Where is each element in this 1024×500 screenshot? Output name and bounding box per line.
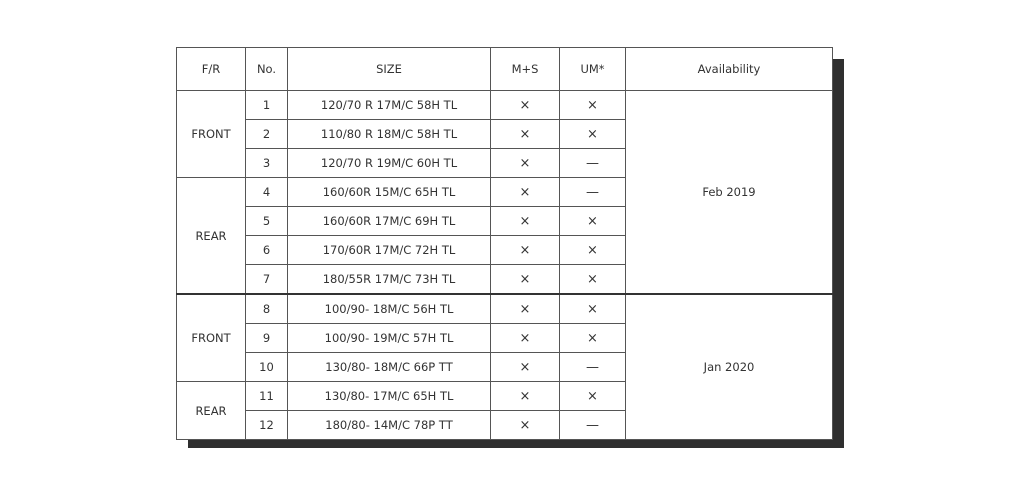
tire-size: 120/70 R 19M/C 60H TL (288, 149, 491, 178)
um-mark: — (560, 149, 626, 178)
ms-mark: × (491, 120, 560, 149)
um-mark: × (560, 207, 626, 236)
tire-size: 180/55R 17M/C 73H TL (288, 265, 491, 295)
ms-mark: × (491, 236, 560, 265)
um-mark: × (560, 236, 626, 265)
ms-mark: × (491, 207, 560, 236)
ms-mark: × (491, 265, 560, 295)
row-number: 5 (246, 207, 288, 236)
table-row (177, 91, 833, 120)
um-mark: — (560, 411, 626, 440)
row-number: 8 (246, 294, 288, 324)
um-mark: × (560, 120, 626, 149)
tire-size: 130/80- 17M/C 65H TL (288, 382, 491, 411)
header-ms: M+S (491, 48, 560, 91)
header-fr: F/R (177, 48, 246, 91)
row-number: 2 (246, 120, 288, 149)
um-mark: × (560, 382, 626, 411)
row-number: 7 (246, 265, 288, 295)
row-number: 1 (246, 91, 288, 120)
tire-size: 170/60R 17M/C 72H TL (288, 236, 491, 265)
tire-size: 130/80- 18M/C 66P TT (288, 353, 491, 382)
tire-size: 100/90- 18M/C 56H TL (288, 294, 491, 324)
tire-size: 110/80 R 18M/C 58H TL (288, 120, 491, 149)
position-cell: REAR (177, 178, 246, 295)
um-mark: × (560, 265, 626, 295)
tire-size-table (176, 47, 833, 440)
position-cell: FRONT (177, 294, 246, 382)
tire-size: 100/90- 19M/C 57H TL (288, 324, 491, 353)
ms-mark: × (491, 178, 560, 207)
row-number: 3 (246, 149, 288, 178)
ms-mark: × (491, 353, 560, 382)
availability-cell: Feb 2019 (626, 91, 833, 295)
row-number: 6 (246, 236, 288, 265)
um-mark: × (560, 91, 626, 120)
ms-mark: × (491, 324, 560, 353)
ms-mark: × (491, 294, 560, 324)
header-um: UM* (560, 48, 626, 91)
tire-size: 160/60R 17M/C 69H TL (288, 207, 491, 236)
availability-cell: Jan 2020 (626, 294, 833, 440)
row-number: 4 (246, 178, 288, 207)
position-cell: REAR (177, 382, 246, 440)
table-row (177, 294, 833, 324)
row-number: 11 (246, 382, 288, 411)
header-row (177, 48, 833, 91)
row-number: 10 (246, 353, 288, 382)
header-size: SIZE (288, 48, 491, 91)
header-availability: Availability (626, 48, 833, 91)
tire-size: 160/60R 15M/C 65H TL (288, 178, 491, 207)
um-mark: — (560, 178, 626, 207)
tire-size: 180/80- 14M/C 78P TT (288, 411, 491, 440)
row-number: 12 (246, 411, 288, 440)
ms-mark: × (491, 149, 560, 178)
ms-mark: × (491, 91, 560, 120)
header-no: No. (246, 48, 288, 91)
um-mark: — (560, 353, 626, 382)
ms-mark: × (491, 411, 560, 440)
um-mark: × (560, 294, 626, 324)
position-cell: FRONT (177, 91, 246, 178)
ms-mark: × (491, 382, 560, 411)
row-number: 9 (246, 324, 288, 353)
um-mark: × (560, 324, 626, 353)
tire-size: 120/70 R 17M/C 58H TL (288, 91, 491, 120)
